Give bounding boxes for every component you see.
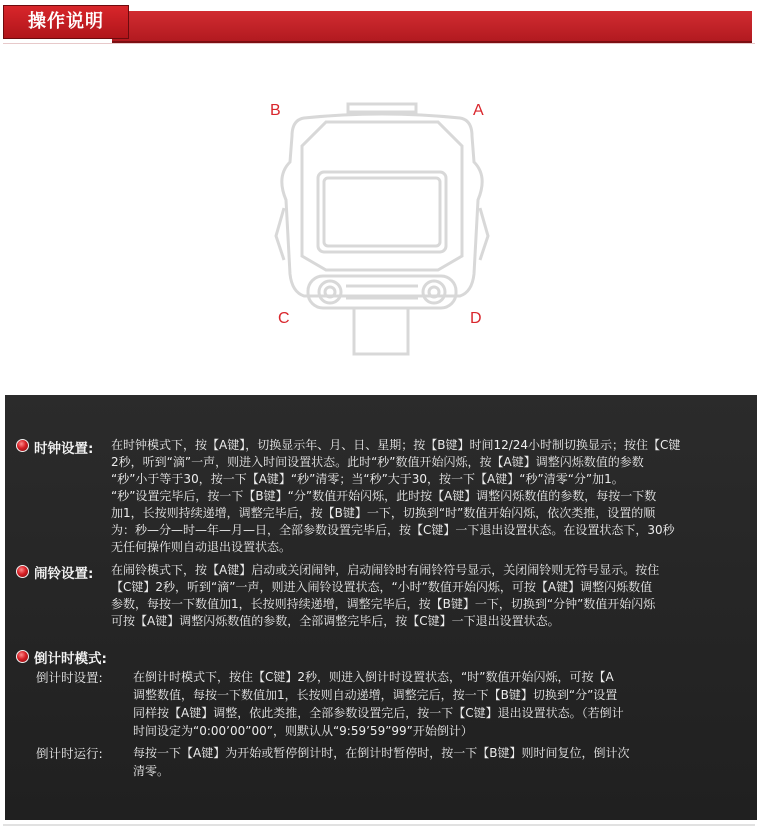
text-line: “秒”设置完毕后，按一下【B键】“分”数值开始闪烁，此时按【A键】调整闪烁数值的参数，每按一下数 — [111, 489, 657, 503]
label-d: D — [470, 310, 482, 327]
text-line: 时间设定为“0:00’00”00”，则默认从“9:59’59”99”开始倒计） — [133, 724, 473, 738]
text-line: 【C键】2秒，听到“滴”一声，则进入闹铃设置状态，“小时”数值开始闪烁，可按【A键】调整闪烁数值 — [111, 580, 653, 594]
header-title: 操作说明 — [3, 5, 129, 39]
text-line: 每按一下【A键】为开始或暂停倒计时，在倒计时暂停时，按一下【B键】则时间复位，倒计次 — [133, 746, 630, 760]
text-line: 可按【A键】调整闪烁数值的参数，全部调整完毕后，按【C键】一下退出设置状态。 — [111, 614, 560, 628]
stopwatch-diagram — [262, 96, 502, 366]
red-bullet-icon — [16, 650, 29, 663]
section-body-clock — [111, 437, 680, 556]
text-line: 在闹铃模式下，按【A键】启动或关闭闹钟，启动闹铃时有闹铃符号显示，关闭闹铃则无符号显示。按住 — [111, 563, 660, 577]
subsection-body-countdown-run — [133, 744, 629, 780]
label-c: C — [278, 310, 290, 327]
label-a: A — [473, 102, 484, 119]
subsection-label-countdown-run: 倒计时运行: — [36, 746, 103, 761]
instructions-panel — [5, 395, 757, 820]
text-line: 为：秒—分—时—年—月—日，全部参数设置完毕后，按【C键】一下退出设置状态。在设置状态下，30秒 — [111, 523, 675, 537]
text-line: 调整数值，每按一下数值加1，长按则自动递增，调整完后，按一下【B键】切换到“分”设置 — [133, 688, 618, 702]
section-body-alarm — [111, 562, 659, 630]
bottom-divider — [3, 824, 755, 826]
stopwatch-illustration — [262, 96, 502, 366]
header-divider — [3, 43, 755, 44]
header-banner-bar — [112, 11, 752, 43]
text-line: 在时钟模式下，按【A键】，切换显示年、月、日、星期；按【B键】时间12/24小时制切换显示；按住【C键 — [111, 438, 681, 452]
section-title-countdown: 倒计时模式: — [34, 651, 107, 667]
text-line: 参数，每按一下数值加1，长按则持续递增，调整完毕后，按【B键】一下，切换到“分钟”数值开始闪烁 — [111, 597, 656, 611]
text-line: 2秒，听到“滴”一声，则进入时间设置状态。此时“秒”数值开始闪烁，按【A键】调整闪烁数值的参数 — [111, 455, 644, 469]
text-line: 清零。 — [133, 764, 170, 778]
section-title-clock: 时钟设置: — [34, 441, 94, 457]
subsection-label-countdown-setting: 倒计时设置: — [36, 670, 103, 685]
text-line: 同样按【A键】调整，依此类推，全部参数设置完后，按一下【C键】退出设置状态。（若倒计 — [133, 706, 624, 720]
text-line: 加1，长按则持续递增，调整完毕后，按【B键】一下，切换到“时”数值开始闪烁，依次类推，设置的顺 — [111, 506, 656, 520]
red-bullet-icon — [16, 439, 29, 452]
text-line: 无任何操作则自动退出设置状态。 — [111, 540, 292, 554]
text-line: 在倒计时模式下，按住【C键】2秒，则进入倒计时设置状态，“时”数值开始闪烁，可按【A — [133, 670, 614, 684]
text-line: “秒”小于等于30，按一下【A键】“秒”清零；当“秒”大于30，按一下【A键】“秒”清零“分”加1。 — [111, 472, 624, 486]
subsection-body-countdown-setting — [133, 668, 624, 740]
section-title-alarm: 闹铃设置: — [34, 566, 94, 582]
red-bullet-icon — [16, 565, 29, 578]
label-b: B — [270, 102, 281, 119]
